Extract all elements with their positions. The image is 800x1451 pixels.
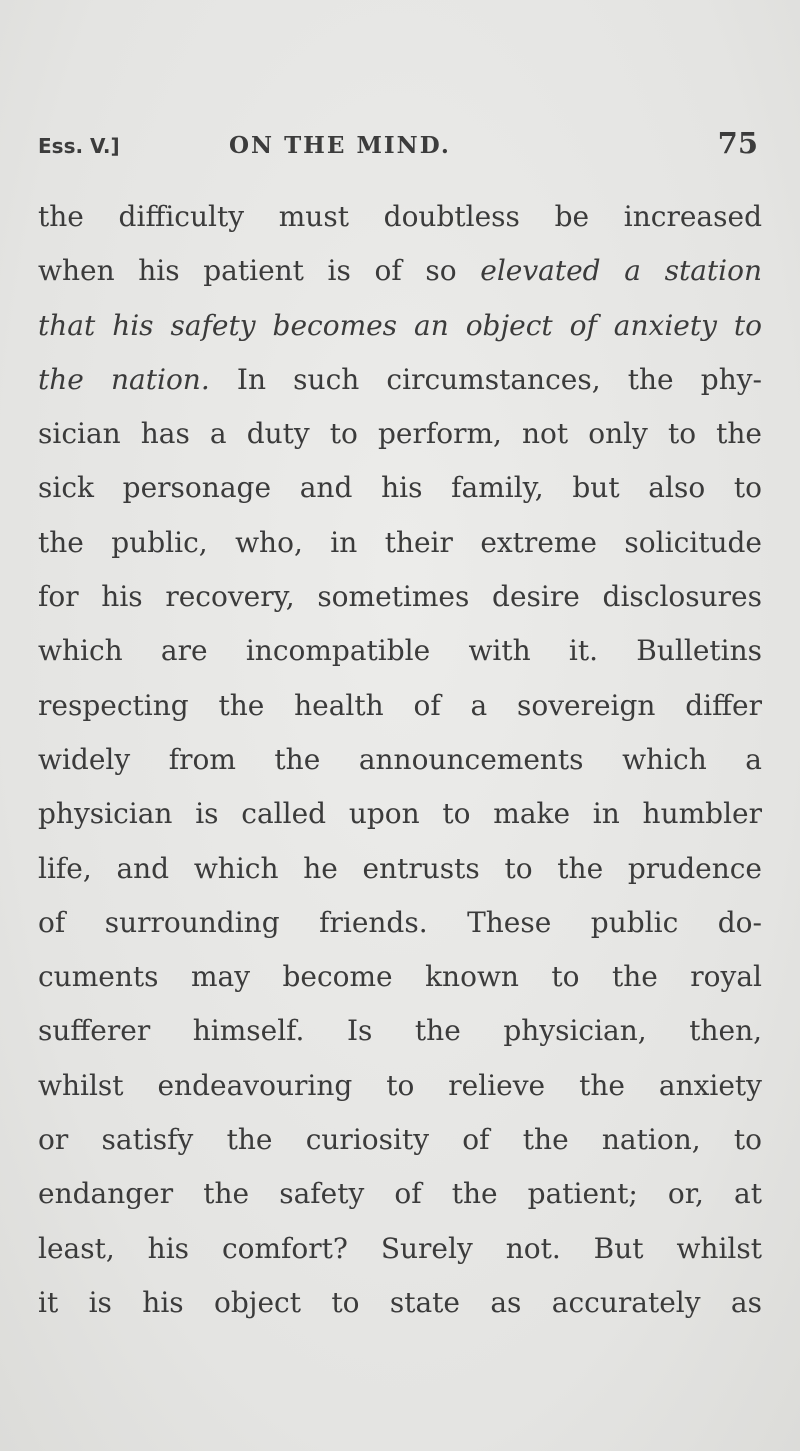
text-line (38, 1167, 762, 1221)
text-line (38, 1113, 762, 1167)
text-segment: it is his object to state as accurately as (38, 1285, 762, 1319)
text-segment: of surrounding friends. These public do- (38, 905, 762, 939)
text-line (38, 787, 762, 841)
text-line (38, 244, 762, 298)
text-segment: cuments may become known to the royal (38, 960, 762, 994)
text-line (38, 190, 762, 244)
running-head (38, 126, 762, 166)
body-text (38, 190, 762, 1330)
text-line (38, 1222, 762, 1276)
text-segment: respecting the health of a sovereign differ (38, 688, 762, 722)
text-segment: sick personage and his family, but also to (38, 471, 762, 505)
text-segment: endanger the safety of the patient; or, at (38, 1177, 762, 1211)
text-segment: In such circumstances, the phy- (209, 362, 762, 396)
text-segment: whilst endeavouring to relieve the anxiety (38, 1068, 762, 1102)
italic-text: elevated a station (480, 254, 762, 288)
italic-text: the nation. (38, 362, 210, 396)
text-segment: sufferer himself. Is the physician, then, (38, 1014, 762, 1048)
text-line (38, 842, 762, 896)
text-line (38, 1059, 762, 1113)
text-segment: which are incompatible with it. Bulletins (38, 634, 762, 668)
text-segment: physician is called upon to make in humbler (38, 797, 762, 831)
text-line (38, 1276, 762, 1330)
text-segment: or satisfy the curiosity of the nation, to (38, 1123, 762, 1157)
text-segment: widely from the announcements which a (38, 742, 762, 776)
text-segment: sician has a duty to perform, not only to the (38, 417, 762, 451)
text-segment: the public, who, in their extreme solicitude (38, 525, 762, 559)
text-line (38, 950, 762, 1004)
text-line (38, 1004, 762, 1058)
text-segment: the difficulty must doubtless be increased (38, 200, 762, 233)
text-line (38, 516, 762, 570)
text-line (38, 896, 762, 950)
text-segment: least, his comfort? Surely not. But whilst (38, 1231, 762, 1265)
text-line (38, 407, 762, 461)
text-segment: life, and which he entrusts to the prudence (38, 851, 762, 885)
text-line (38, 353, 762, 407)
text-segment: for his recovery, sometimes desire disclosures (38, 580, 762, 614)
text-segment: when his patient is of so (38, 254, 481, 288)
text-line (38, 570, 762, 624)
text-line (38, 733, 762, 787)
page-number: 75 (717, 126, 758, 160)
text-line (38, 624, 762, 678)
text-line (38, 679, 762, 733)
text-line (38, 299, 762, 353)
running-title: ON THE MIND. (229, 132, 451, 159)
italic-text: that his safety becomes an object of anxiety to (38, 308, 762, 342)
text-line (38, 461, 762, 515)
essay-reference: Ess. V.] (38, 134, 120, 158)
